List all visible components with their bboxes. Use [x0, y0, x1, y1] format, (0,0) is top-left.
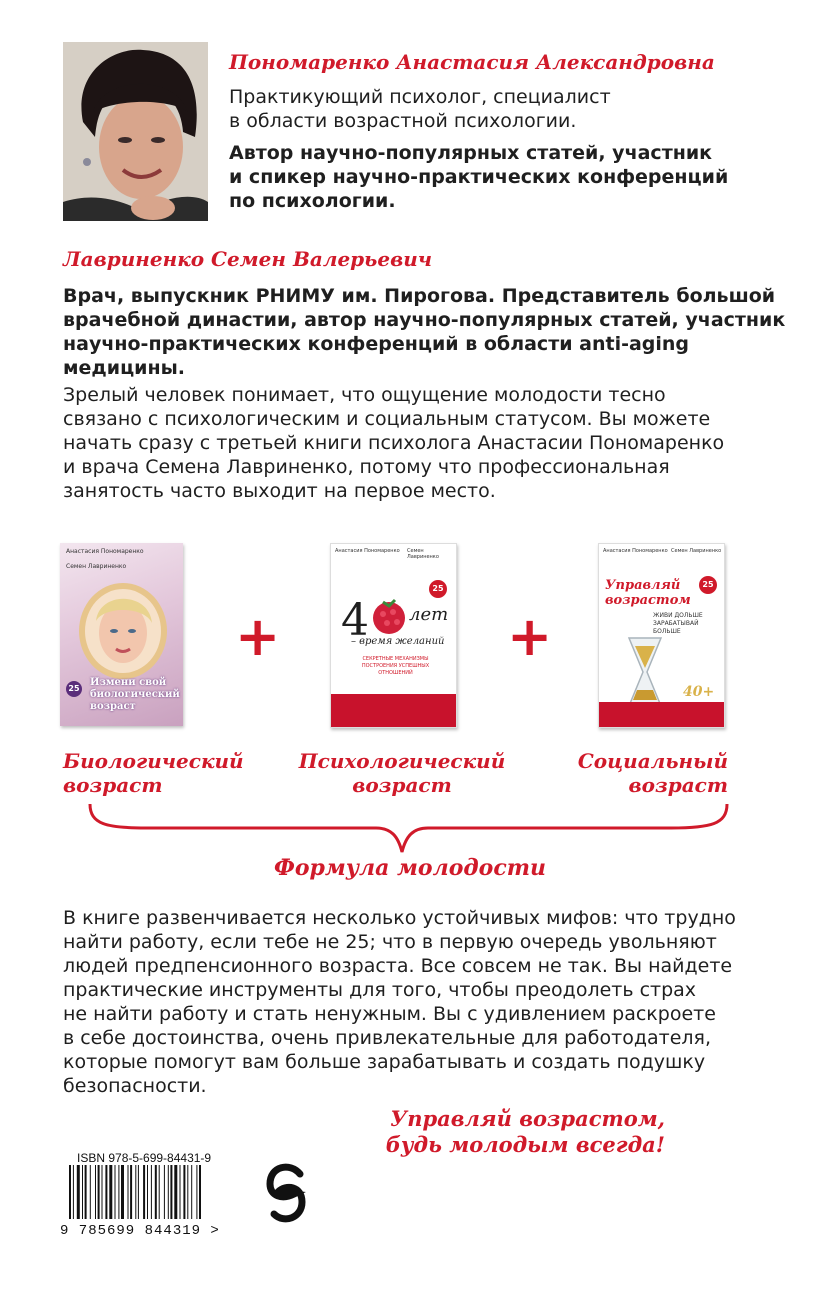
- book2-badge: 25: [429, 580, 447, 598]
- intro-paragraph: Зрелый человек понимает, что ощущение молодости тесно связано с психологическим и социальным статусом. Вы можете начать сразу с третьей книги психолога Анастасии Пономаренко и врача Семена Лавриненко, потому что профессиональная занятость часто выходит на первое место.: [63, 384, 725, 502]
- plus-icon: +: [507, 605, 553, 668]
- author2-name: Лавриненко Семен Валерьевич: [63, 247, 433, 271]
- book2-author2: Семен Лавриненко: [407, 548, 439, 560]
- hourglass-icon: [623, 634, 667, 710]
- book2-author: Анастасия Пономаренко: [335, 548, 400, 554]
- author1-name: Пономаренко Анастасия Александровна: [229, 50, 715, 74]
- book2-red-band: [331, 694, 456, 727]
- book1-title: Измени свой биологический возраст: [90, 677, 180, 712]
- author1-achievements: Автор научно-популярных статей, участник и спикер научно-практических конференций по психологии.: [229, 142, 729, 212]
- book3-age: 40+: [683, 684, 715, 700]
- caption-psychological: Психологический возраст: [298, 749, 506, 797]
- book1-badge: 25: [66, 681, 82, 697]
- author1-description: Практикующий психолог, специалист в области возрастной психологии.: [229, 86, 611, 132]
- author2-description: Врач, выпускник РНИМУ им. Пирогова. Представитель большой врачебной династии, автор научно-популярных статей, участник научно-практических конференций в области anti-aging медицины.: [63, 285, 786, 379]
- caption-biological: Биологический возраст: [63, 749, 244, 797]
- book2-subtitle: СЕКРЕТНЫЕ МЕХАНИЗМЫ ПОСТРОЕНИЯ УСПЕШНЫХ ОТНОШЕНИЙ: [361, 656, 430, 676]
- book3-badge: 25: [699, 576, 717, 594]
- caption-social: Социальный возраст: [577, 749, 728, 797]
- book3-author: Анастасия Пономаренко: [603, 548, 668, 554]
- book1-author2: Семен Лавриненко: [66, 563, 127, 570]
- isbn-text: ISBN 978-5-699-84431-9: [77, 1151, 212, 1165]
- book3-red-band: [599, 702, 724, 727]
- book3-subtitle: ЖИВИ ДОЛЬШЕ ЗАРАБАТЫВАЙ БОЛЬШЕ: [653, 612, 703, 635]
- book2-title-digit: 4: [341, 595, 369, 646]
- brace-icon: [86, 800, 731, 860]
- book-cover-biological: [60, 543, 183, 726]
- plus-icon: +: [235, 605, 281, 668]
- raspberry-icon: [369, 596, 409, 636]
- body-paragraph: В книге развенчивается несколько устойчивых мифов: что трудно найти работу, если тебе не 25; что в первую очередь увольняют людей предпенсионного возраста. Все совсем не так. Вы найдете практические инструменты для того, чтобы преодолеть страх не найти работу и стать ненужным. Вы с удивлением раскроете в себе достоинства, очень привлекательные для работодателя, которые помогут вам больше зарабатывать и создать подушку безопасности.: [63, 907, 736, 1097]
- slogan: Управляй возрастом, будь молодым всегда!: [385, 1106, 665, 1157]
- publisher-logo-icon: [266, 1162, 308, 1226]
- book2-title-sub: – время желаний: [351, 636, 445, 647]
- book-cover-psychological: [330, 543, 457, 728]
- book2-title-let: лет: [409, 604, 449, 625]
- book-cover-social: [598, 543, 725, 728]
- author-photo-ponomarenko: [63, 42, 208, 221]
- book3-author2: Семен Лавриненко: [671, 548, 722, 554]
- book1-portrait: [74, 581, 172, 681]
- barcode: [67, 1165, 242, 1229]
- book1-author: Анастасия Пономаренко: [66, 548, 144, 555]
- book3-title: Управляй возрастом: [605, 578, 691, 608]
- formula-heading: Формула молодости: [273, 855, 547, 881]
- barcode-bars: [67, 1165, 242, 1219]
- barcode-digits: 9 785699 844319 >: [60, 1223, 220, 1239]
